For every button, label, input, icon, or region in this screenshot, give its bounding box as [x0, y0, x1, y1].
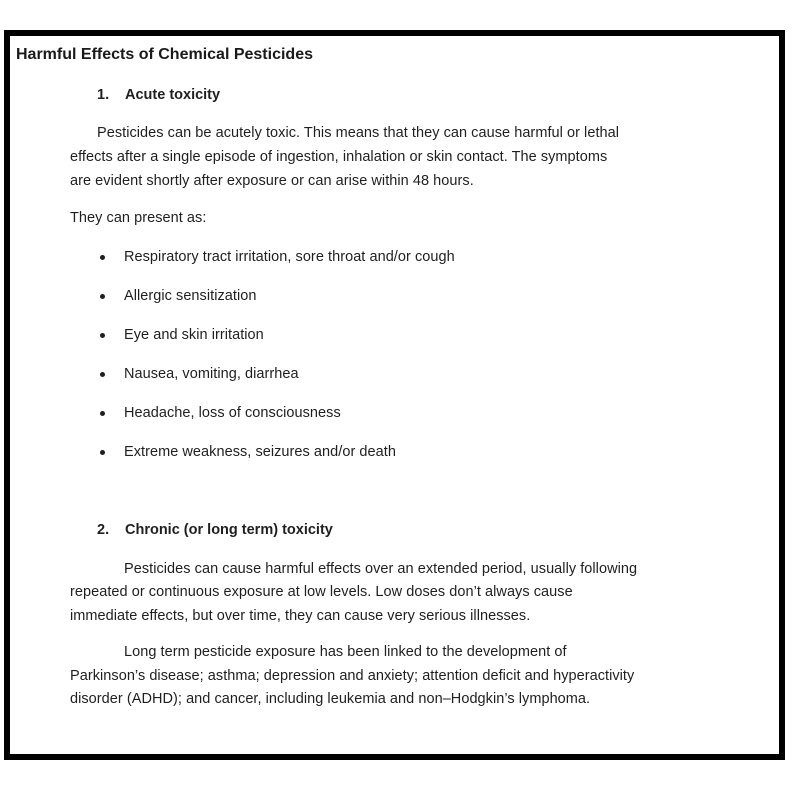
- bullet-icon: [100, 411, 105, 416]
- section-1-heading: [97, 83, 220, 107]
- document-title: Harmful Effects of Chemical Pesticides: [16, 46, 313, 63]
- bullet-icon: [100, 333, 105, 338]
- list-item: Eye and skin irritation: [124, 327, 264, 343]
- section-1-paragraph-line-2: effects after a single episode of ingestion, inhalation or skin contact. The symptoms: [70, 149, 608, 165]
- list-item: Extreme weakness, seizures and/or death: [124, 444, 396, 460]
- section-2-paragraph-1-line-3: immediate effects, but over time, they can cause very serious illnesses.: [70, 608, 531, 624]
- section-2-title: Chronic (or long term) toxicity: [125, 522, 333, 538]
- section-2-number: 2.: [97, 522, 110, 538]
- section-2-paragraph-2-line-2: Parkinson’s disease; asthma; depression and anxiety; attention deficit and hyperactivity: [70, 668, 635, 684]
- section-2-paragraph-1-line-2: repeated or continuous exposure at low levels. Low doses don’t always cause: [70, 584, 573, 600]
- section-1-paragraph-line-3: are evident shortly after exposure or can arise within 48 hours.: [70, 173, 474, 189]
- bullet-icon: [100, 255, 105, 260]
- bullet-icon: [100, 372, 105, 377]
- list-item: Headache, loss of consciousness: [124, 405, 341, 421]
- list-item: Nausea, vomiting, diarrhea: [124, 366, 299, 382]
- section-1-intro: They can present as:: [70, 210, 207, 226]
- section-2-paragraph-2-line-1: Long term pesticide exposure has been linked to the development of: [124, 644, 567, 660]
- section-1-number: 1.: [97, 87, 110, 103]
- list-item: Respiratory tract irritation, sore throat and/or cough: [124, 249, 455, 265]
- section-1-paragraph-line-1: Pesticides can be acutely toxic. This means that they can cause harmful or lethal: [97, 125, 620, 141]
- list-item: Allergic sensitization: [124, 288, 257, 304]
- section-1-title: Acute toxicity: [125, 87, 221, 103]
- section-2-paragraph-1-line-1: Pesticides can cause harmful effects over an extended period, usually following: [124, 561, 638, 577]
- section-2-heading: [97, 518, 333, 542]
- bullet-icon: [100, 294, 105, 299]
- bullet-icon: [100, 450, 105, 455]
- section-2-paragraph-2-line-3: disorder (ADHD); and cancer, including leukemia and non–Hodgkin’s lymphoma.: [70, 691, 591, 707]
